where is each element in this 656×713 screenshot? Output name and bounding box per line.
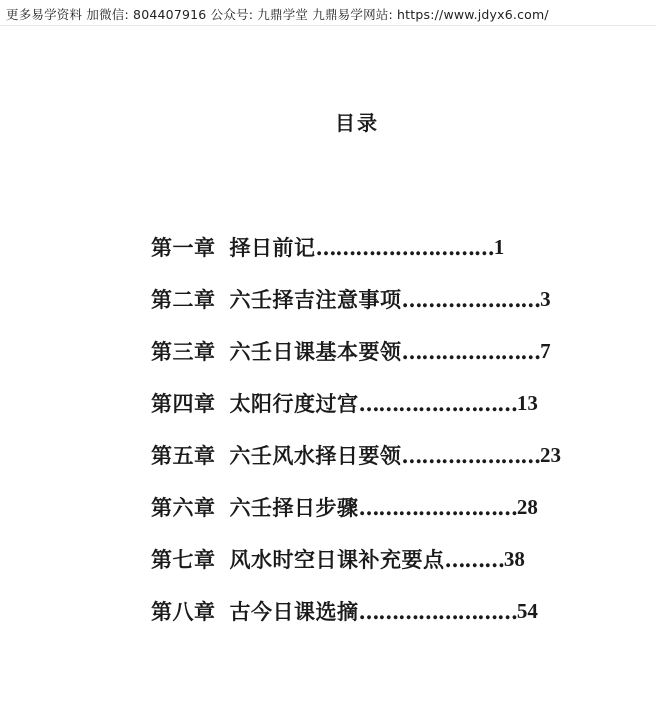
toc-chapter: 第八章 — [151, 599, 216, 624]
toc-chapter: 第六章 — [151, 495, 216, 520]
toc-entry[interactable] — [151, 466, 561, 518]
toc-title: 风水时空日课补充要点 — [229, 547, 445, 572]
toc-chapter: 第三章 — [151, 339, 216, 364]
toc-title: 六壬择日步骤 — [229, 495, 359, 520]
toc-page-number: 3 — [540, 287, 551, 311]
header-watermark: 更多易学资料 加微信: 804407916 公众号: 九鼎学堂 九鼎易学网站: https://www.jdyx6.com/ — [6, 7, 549, 22]
toc-title: 六壬日课基本要领 — [229, 339, 402, 364]
page-title: 目录 — [335, 111, 379, 135]
header-divider — [0, 25, 656, 26]
toc-entry[interactable] — [151, 362, 561, 414]
toc-chapter: 第一章 — [151, 235, 216, 260]
toc-page-number: 7 — [540, 339, 551, 363]
toc-title: 古今日课选摘 — [229, 599, 359, 624]
toc-leader: ………………… — [401, 443, 540, 468]
toc-entry[interactable] — [151, 310, 561, 362]
toc-entry[interactable] — [151, 258, 561, 310]
toc-leader: ………………… — [401, 287, 541, 312]
toc-entry[interactable] — [151, 570, 561, 622]
toc-entry[interactable] — [151, 414, 561, 466]
toc-chapter: 第七章 — [151, 547, 216, 572]
toc-leader: ………………… — [401, 339, 541, 364]
toc-page-number: 1 — [493, 235, 505, 259]
toc-chapter: 第四章 — [151, 391, 216, 416]
toc-page-number: 38 — [503, 547, 525, 571]
toc-title: 六壬择吉注意事项 — [229, 287, 402, 312]
toc-entry[interactable] — [151, 206, 561, 258]
table-of-contents — [151, 206, 561, 622]
toc-page-number: 23 — [540, 443, 561, 467]
toc-leader: …………………… — [358, 599, 517, 624]
toc-title: 择日前记 — [229, 235, 316, 260]
toc-page-number: 28 — [516, 495, 538, 519]
toc-leader: …………………… — [358, 391, 517, 416]
toc-leader: ……………………… — [315, 235, 494, 260]
toc-page-number: 54 — [516, 599, 538, 623]
toc-chapter: 第二章 — [151, 287, 216, 312]
toc-page-number: 13 — [516, 391, 538, 415]
toc-leader: …………………… — [358, 495, 517, 520]
toc-title: 太阳行度过宫 — [229, 391, 359, 416]
toc-leader: ……… — [444, 547, 504, 572]
toc-title: 六壬风水择日要领 — [229, 443, 402, 468]
toc-entry[interactable] — [151, 518, 561, 570]
toc-chapter: 第五章 — [151, 443, 216, 468]
